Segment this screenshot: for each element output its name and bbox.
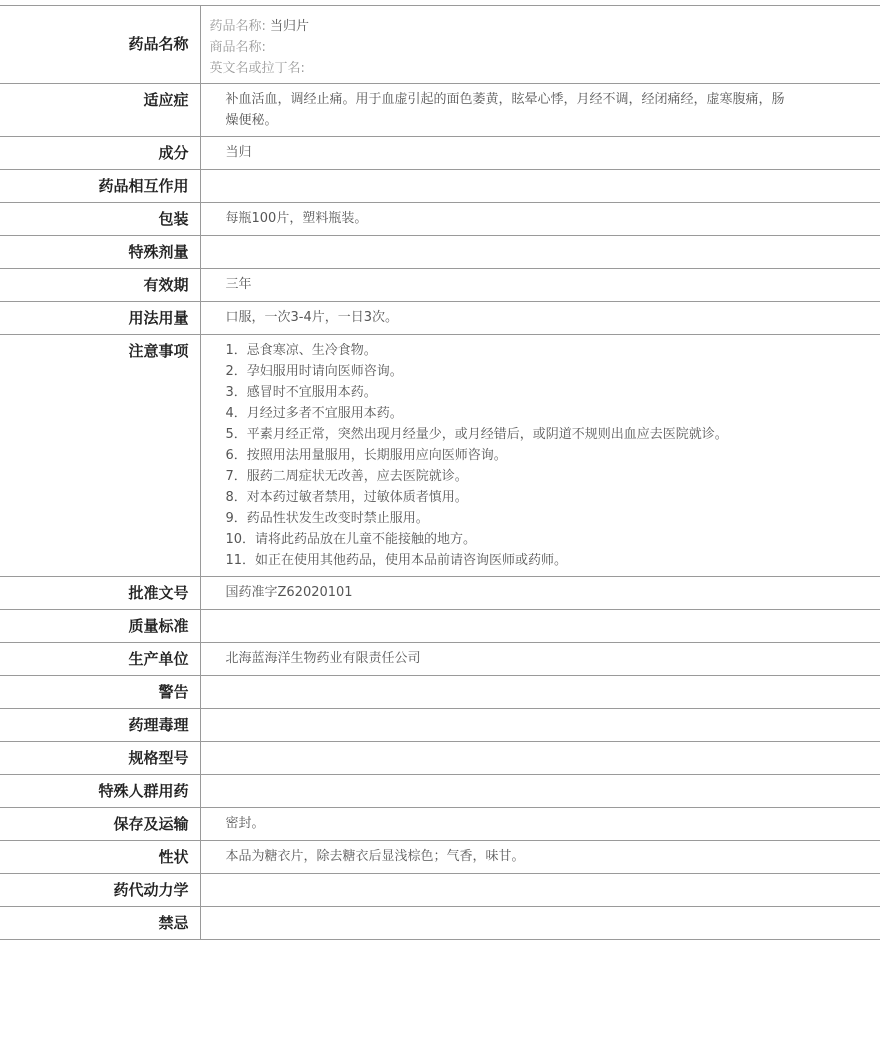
trade-name-line [210,37,871,58]
row-value [200,170,880,203]
row-storage [0,808,880,841]
row-label: 特殊剂量 [0,236,200,269]
english-name-key: 英文名或拉丁名: [209,61,305,76]
list-item: 5．平素月经正常，突然出现月经量少，或月经错后，或阴道不规则出血应去医院就诊。 [225,427,728,442]
row-value [200,335,880,577]
list-item: 6．按照用法用量服用，长期服用应向医师咨询。 [225,448,507,463]
row-label: 保存及运输 [0,808,200,841]
row-spec [0,742,880,775]
row-special-dosage [0,236,880,269]
row-precautions [0,335,880,577]
row-value [200,610,880,643]
row-label: 特殊人群用药 [0,775,200,808]
list-item: 8．对本药过敏者禁用，过敏体质者慎用。 [225,490,468,505]
generic-name-key: 药品名称: [209,19,266,34]
row-label: 适应症 [0,84,200,137]
row-label: 药代动力学 [0,874,200,907]
row-label: 药品名称 [0,6,200,84]
generic-name-value: 当归片 [270,19,310,34]
list-item: 11．如正在使用其他药品，使用本品前请咨询医师或药师。 [225,553,568,568]
list-item: 4．月经过多者不宜服用本药。 [225,406,403,421]
row-packaging [0,203,880,236]
row-quality [0,610,880,643]
row-value: 当归 [200,137,880,170]
row-value: 每瓶100片，塑料瓶装。 [200,203,880,236]
row-value [200,709,880,742]
row-value: 密封。 [200,808,880,841]
list-item: 9．药品性状发生改变时禁止服用。 [225,511,429,526]
row-value [200,236,880,269]
row-value: 三年 [200,269,880,302]
row-label: 注意事项 [0,335,200,577]
row-label: 药品相互作用 [0,170,200,203]
row-manufacturer [0,643,880,676]
row-label: 成分 [0,137,200,170]
row-label: 用法用量 [0,302,200,335]
list-item: 10．请将此药品放在儿童不能接触的地方。 [225,532,477,547]
list-item: 3．感冒时不宜服用本药。 [225,385,377,400]
list-item: 2．孕妇服用时请向医师咨询。 [225,364,403,379]
row-approval [0,577,880,610]
drug-info-sheet [0,5,880,940]
generic-name-line [210,16,871,37]
row-value [200,874,880,907]
row-value [200,907,880,940]
row-label: 药理毒理 [0,709,200,742]
row-appearance [0,841,880,874]
row-label: 质量标准 [0,610,200,643]
row-indications [0,84,880,137]
row-label: 警告 [0,676,200,709]
list-item: 1．忌食寒凉、生冷食物。 [225,343,377,358]
row-validity [0,269,880,302]
row-value: 国药准字Z62020101 [200,577,880,610]
row-value: 补血活血，调经止痛。用于血虚引起的面色萎黄，眩晕心悸，月经不调，经闭痛经，虚寒腹痛，肠燥便秘。 [200,84,880,137]
row-value [200,6,880,84]
row-warning [0,676,880,709]
row-special-groups [0,775,880,808]
row-label: 包装 [0,203,200,236]
row-value: 北海蓝海洋生物药业有限责任公司 [200,643,880,676]
row-label: 禁忌 [0,907,200,940]
row-label: 批准文号 [0,577,200,610]
row-label: 有效期 [0,269,200,302]
list-item: 7．服药二周症状无改善，应去医院就诊。 [225,469,468,484]
row-value [200,676,880,709]
row-value [200,742,880,775]
row-value [200,775,880,808]
row-drug-name [0,6,880,84]
english-name-line [210,58,871,79]
row-label: 性状 [0,841,200,874]
row-ingredients [0,137,880,170]
row-value: 口服，一次3-4片，一日3次。 [200,302,880,335]
row-label: 规格型号 [0,742,200,775]
precautions-list [226,340,871,571]
row-pharmacokinetics [0,874,880,907]
row-value: 本品为糖衣片，除去糖衣后显浅棕色；气香，味甘。 [200,841,880,874]
row-pharmacology [0,709,880,742]
row-interactions [0,170,880,203]
trade-name-key: 商品名称: [209,40,266,55]
row-contraindications [0,907,880,940]
row-usage [0,302,880,335]
drug-info-table [0,5,880,940]
row-label: 生产单位 [0,643,200,676]
